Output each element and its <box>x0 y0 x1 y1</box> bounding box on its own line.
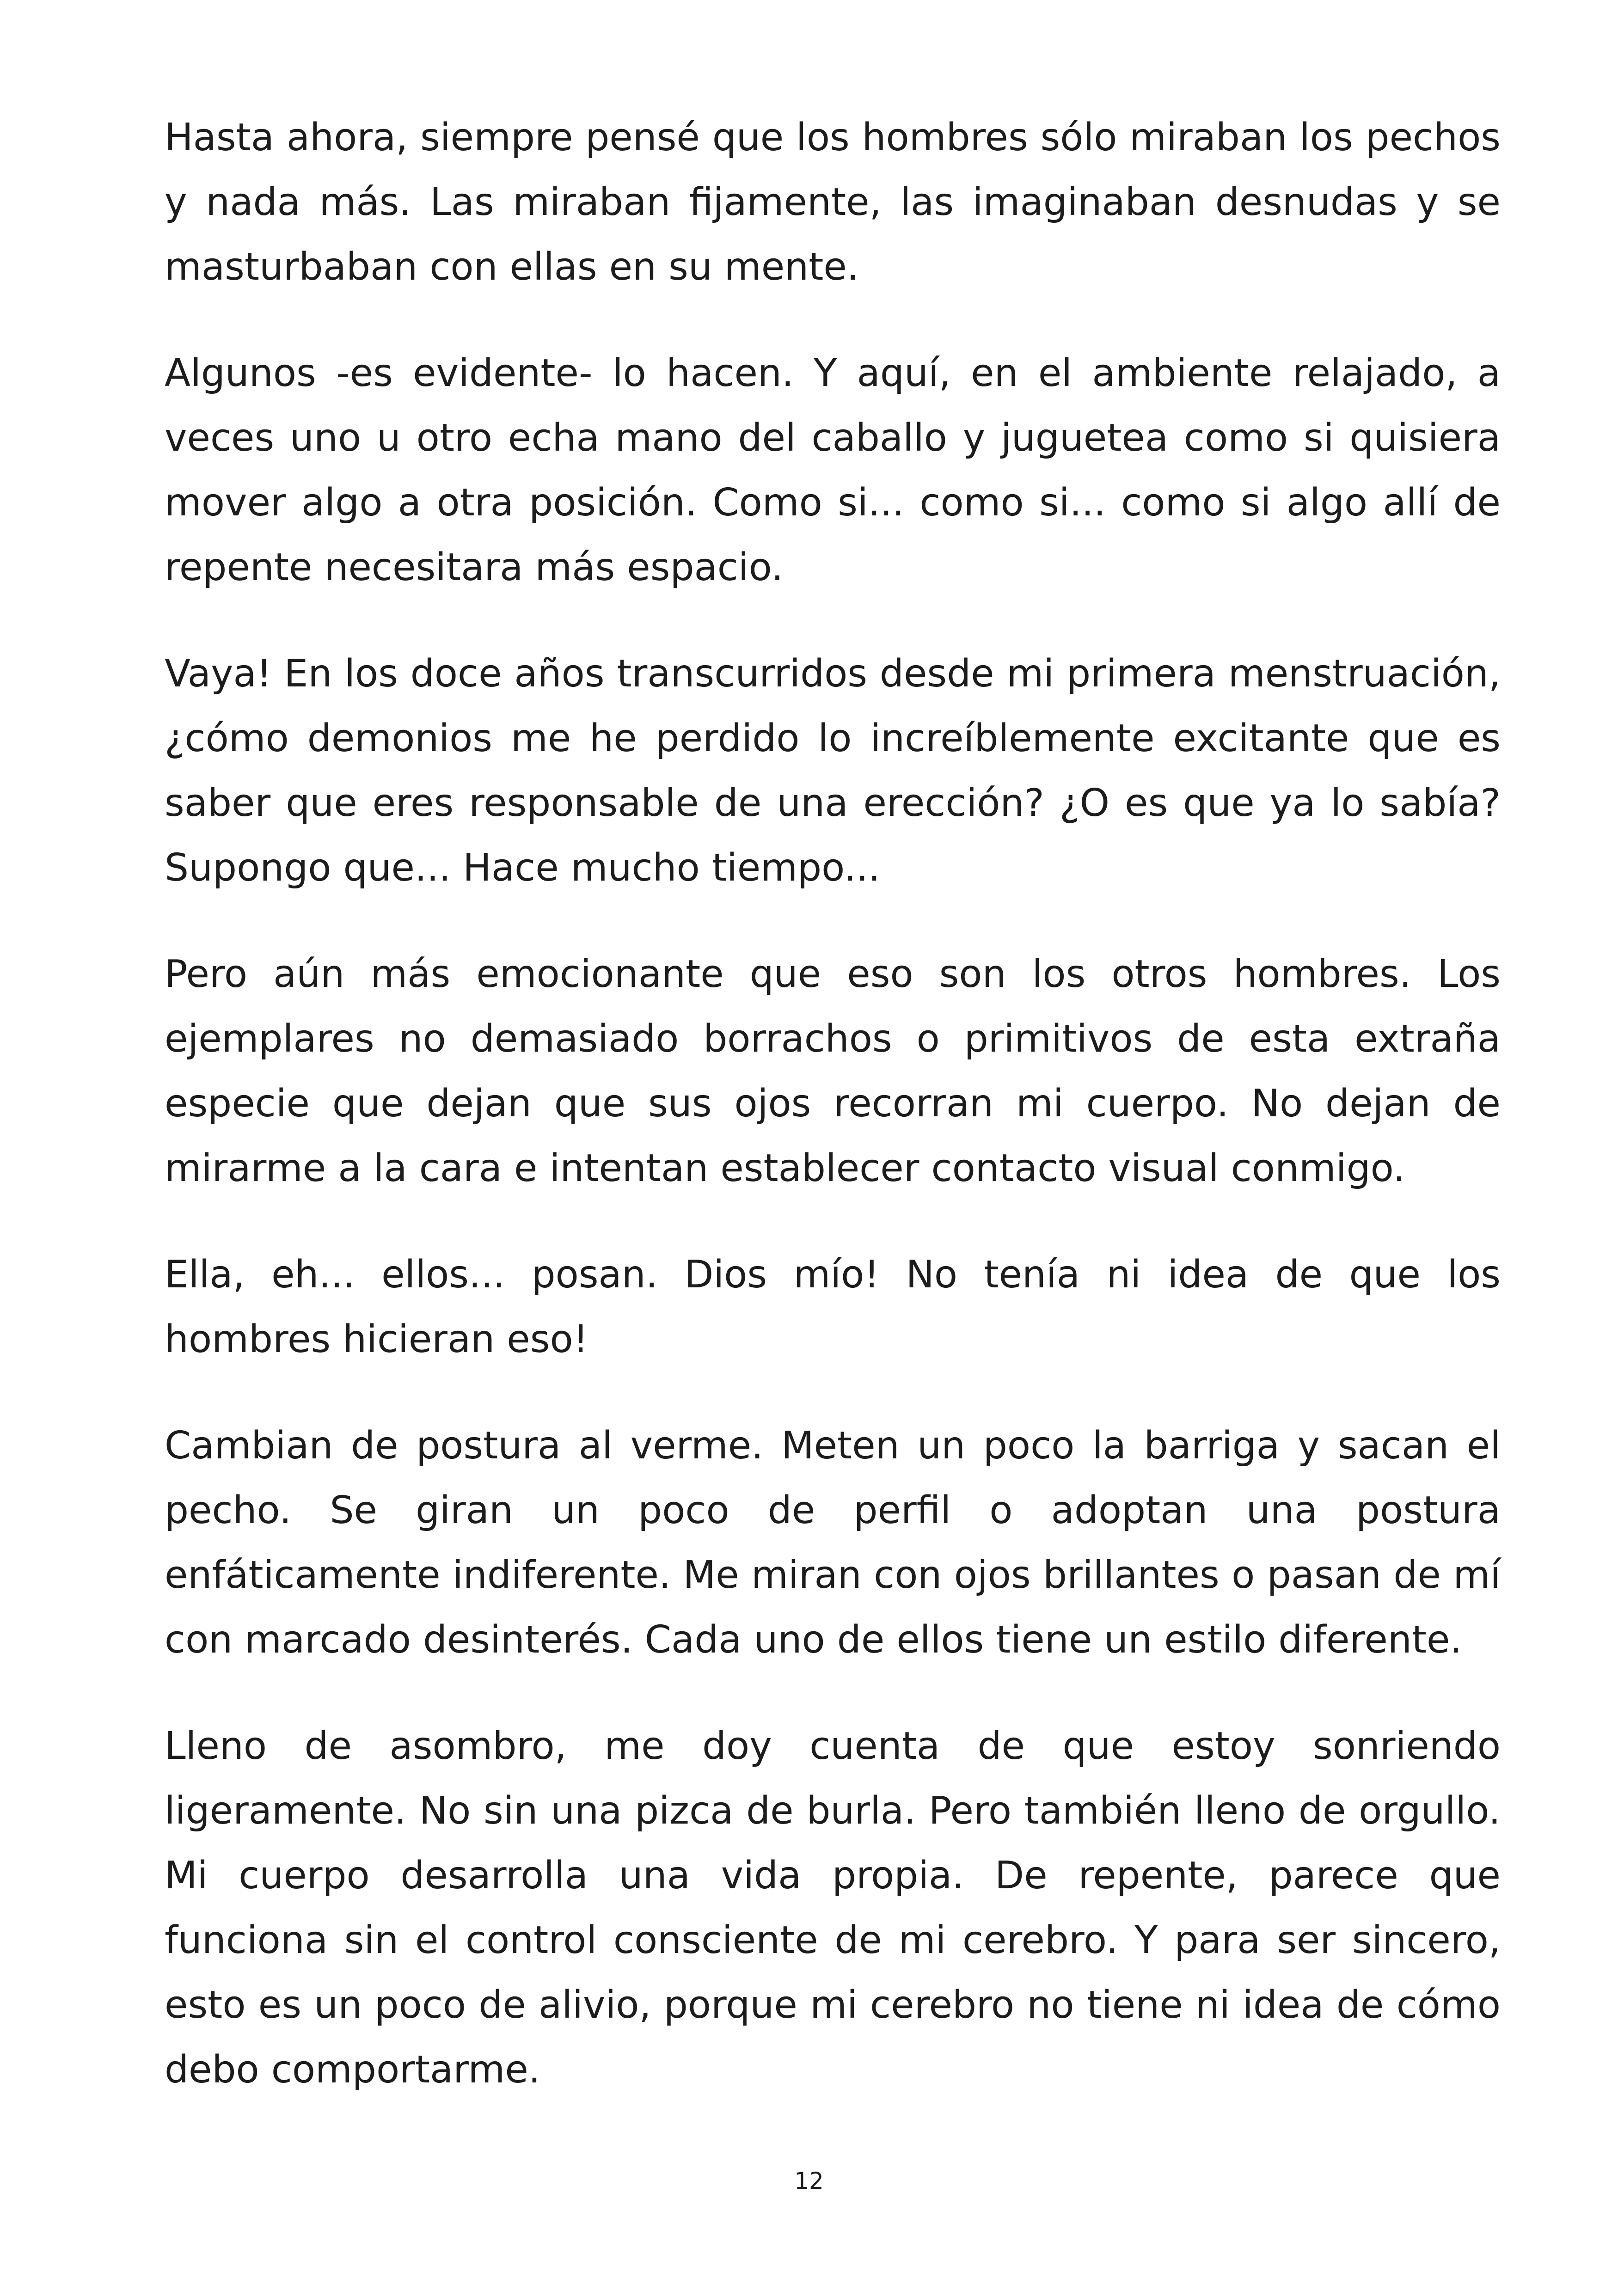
page-number: 12 <box>794 2167 824 2194</box>
paragraph-2: Algunos -es evidente- lo hacen. Y aquí, en el ambiente relajado, a veces uno u otro echa mano del caballo y juguetea como si quisiera mover algo a otra posición. Como si... como si... como si algo allí de repente necesitara más espacio. <box>165 351 1501 589</box>
paragraph-6: Cambian de postura al verme. Meten un poco la barriga y sacan el pecho. Se giran un poco de perfil o adoptan una postura enfáticamente indiferente. Me miran con ojos brillantes o pasan de mí con marcado desinterés. Cada uno de ellos tiene un estilo diferente. <box>165 1424 1501 1662</box>
paragraph-1: Hasta ahora, siempre pensé que los hombres sólo miraban los pechos y nada más. Las miraban fijamente, las imaginaban desnudas y se masturbaban con ellas en su mente. <box>165 116 1501 289</box>
body-text <box>165 105 1501 2102</box>
paragraph-5: Ella, eh... ellos... posan. Dios mío! No tenía ni idea de que los hombres hicieran eso! <box>165 1253 1501 1361</box>
paragraph-7: Lleno de asombro, me doy cuenta de que estoy sonriendo ligeramente. No sin una pizca de burla. Pero también lleno de orgullo. Mi cuerpo desarrolla una vida propia. De repente, parece que funciona sin el control consciente de mi cerebro. Y para ser sincero, esto es un poco de alivio, porque mi cerebro no tiene ni idea de cómo debo comportarme. <box>165 1724 1501 2092</box>
paragraph-4: Pero aún más emocionante que eso son los otros hombres. Los ejemplares no demasiado borrachos o primitivos de esta extraña especie que dejan que sus ojos recorran mi cuerpo. No dejan de mirarme a la cara e intentan establecer contacto visual conmigo. <box>165 952 1501 1190</box>
paragraph-3: Vaya! En los doce años transcurridos desde mi primera menstruación, ¿cómo demonios me he perdido lo increíblemente excitante que es saber que eres responsable de una erección? ¿O es que ya lo sabía? Supongo que... Hace mucho tiempo... <box>165 652 1501 890</box>
